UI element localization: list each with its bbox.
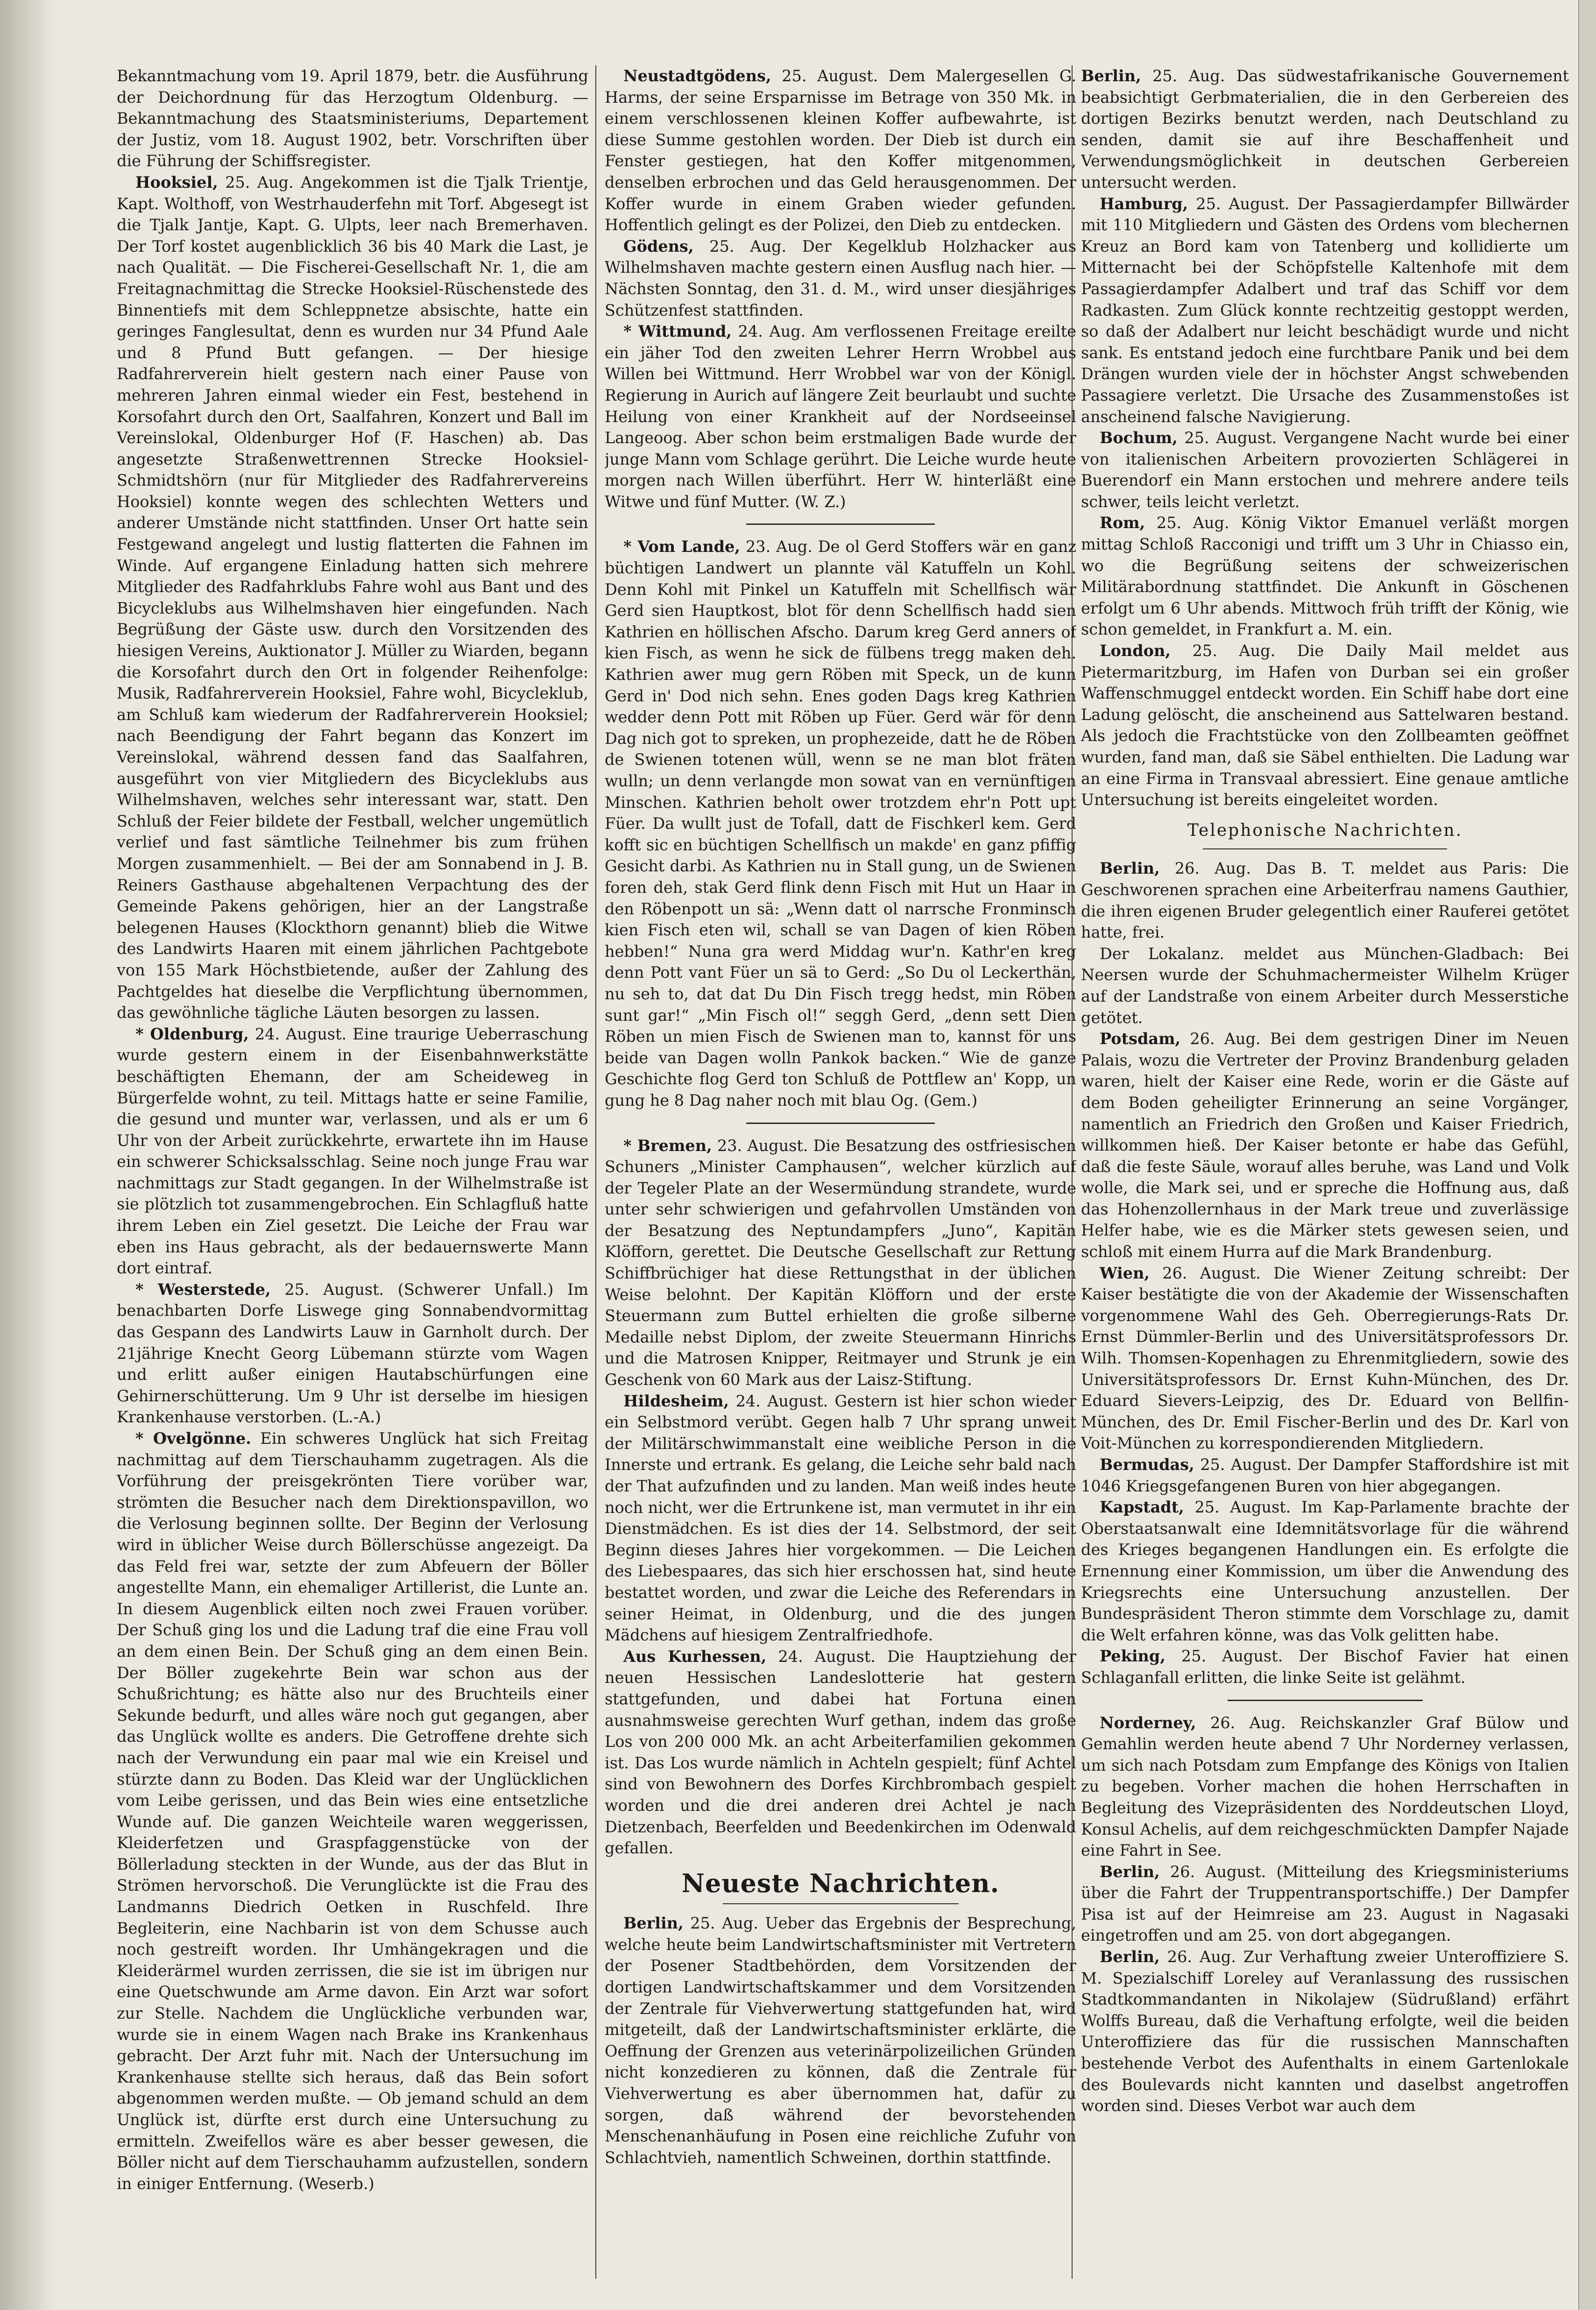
article-paragraph (117, 1428, 588, 2194)
article-text: 26. Aug. Das B. T. meldet aus Paris: Die Geschworenen sprachen eine Arbeiterfrau namens Gauthier, die ihren eigenen Bruder gelegentlich einer Rauferei getötet hatte, frei. (1081, 859, 1569, 942)
article-paragraph (1081, 193, 1569, 428)
dateline-place: * Oldenburg, (135, 1024, 249, 1043)
dateline-place: Norderney, (1100, 1713, 1196, 1732)
dateline-place: Berlin, (1100, 1862, 1160, 1881)
article-text: 25. Aug. Der Kegelklub Holzhacker aus Wilhelmshaven machte gestern einen Ausflug nach hier. — Nächsten Sonntag, den 31. d. M., wird unser diesjähriges Schützenfest stattfinden. (605, 237, 1076, 319)
article-paragraph (117, 172, 588, 1024)
article-paragraph (605, 1135, 1076, 1391)
article-paragraph (1081, 1497, 1569, 1646)
dateline-place: Berlin, (1100, 1948, 1160, 1966)
article-paragraph (1081, 1454, 1569, 1497)
article-text: 26. Aug. Reichskanzler Graf Bülow und Gemahlin werden heute abend 7 Uhr Norderney verlassen, um sich nach Potsdam zum Empfange des Königs von Italien zu begeben. Vorher machen die hohen Herrschaften in Begleitung des Vizepräsidenten des Norddeutschen Lloyd, Konsul Achelis, auf dem reichgeschmückten Dampfer Najade eine Fahrt in See. (1081, 1713, 1569, 1860)
article-text: 24. Aug. Am verflossenen Freitage ereilte ein jäher Tod den zweiten Lehrer Herrn Wrobbel aus Willen bei Wittmund. Herr Wrobbel war von der Königl. Regierung in Aurich auf längere Zeit beurlaubt und suchte Heilung von einer Krankheit auf der Nordseeinsel Langeoog. Aber schon beim erstmaligen Bade wurde der junge Mann vom Schlage gerührt. Die Leiche wurde heute morgen nach Willen überführt. Herr W. hinterläßt eine Witwe und fünf Mutter. (W. Z.) (605, 322, 1076, 511)
article-paragraph (1081, 512, 1569, 640)
article-paragraph (117, 1024, 588, 1279)
article-paragraph (605, 1391, 1076, 1646)
dateline-place: Rom, (1100, 514, 1145, 532)
article-paragraph (605, 1646, 1076, 1859)
article-text: 25. August. Vergangene Nacht wurde bei einer von italienischen Arbeitern provozierten Schlägerei in Buerendorf ein Mann erstochen und mehrere andere teils schwer, teils leicht verletzt. (1081, 429, 1569, 511)
dateline-place: * Ovelgönne. (135, 1429, 251, 1448)
article-text: 23. Aug. De ol Gerd Stoffers wär en ganz büchtigen Landwert un plannte väl Katuffeln un Kohl. Denn Kohl mit Pinkel un Katuffeln mit Schellfisch wär Gerd sien Hauptkost, blot för denn Schellfisch hadd sien Kathrien en höllischen Afscho. Darum kreg Gerd anners of kien Fisch, as wenn he sick de fülbens tregg maken deh. Kathrien awer mug gern Röben mit Speck, un de kunn Gerd in' Dod nich sehn. Enes goden Dags kreg Kathrien wedder denn Pott mit Röben up Füer. Gerd wär för denn Dag nich got to spreken, un prophezeide, datt he de Röben de Swienen totenen wüll, wenn se ne man blot fräten wulln; un denn verlangde mon sowat van en vernünftigen Minschen. Kathrien beholt ower trotzdem ehr'n Pott upt Füer. Da wullt just de Tofall, datt de Fischkerl kem. Gerd kofft sic en büchtigen Schellfisch un makde' en ganz pfiffig Gesicht darbi. As Kathrien nu in Stall gung, un de Swienen foren deh, stak Gerd flink denn Fisch mit Hut un Haar in den Röbenpott un sä: „Wenn datt ol narrsche Fronminsch kien Fisch eten wil, schall se van Dagen of kien Röben hebben!“ Nuna gra werd Middag wur'n. Kathr'en kreg denn Pott vant Füer un sä to Gerd: „So Du ol Leckerthän, nu seh to, dat dat Du Din Fisch tregg hedst, min Röben sunt gar!“ „Min Fisch ol!“ seggh Gerd, „denn sett Dien Röben un mien Fisch de Swienen man to, kannst för uns beide van Dagen wolln Pankok backen.“ Wie de ganze Geschichte flog Gerd ton Schluß de Pottflew an' Kopp, un gung he 8 Dag naher noch mit blau Og. (Gem.) (605, 537, 1076, 1109)
dateline-place: Neustadtgödens, (623, 67, 771, 85)
binding-shadow (0, 0, 56, 2310)
article-paragraph (605, 1913, 1076, 2168)
article-text: 25. Aug. Die Daily Mail meldet aus Pietermaritzburg, im Hafen von Durban sei ein großer Waffenschmuggel entdeckt worden. Ein Schiff habe dort eine Ladung gelöscht, die anscheinend aus Sattelwaren bestand. Als jedoch die Frachtstücke von den Zollbeamten geöffnet wurden, fand man, daß sie Säbel enthielten. Die Ladung war an eine Firma in Transvaal abressiert. Eine genaue amtliche Untersuchung ist bereits eingeleitet worden. (1081, 642, 1569, 809)
article-paragraph (1081, 640, 1569, 811)
dateline-place: London, (1100, 642, 1171, 660)
article-text: 25. August. Der Passagierdampfer Billwärder mit 110 Mitgliedern und Gästen des Ordens vom blechernen Kreuz an Bord kam von Tatenberg und kollidierte um Mitternacht bei der Schöpfstelle Kaltenhofe mit dem Passagierdampfer Adalbert und traf das Schiff vor dem Radkasten. Zum Glück konnte rechtzeitig gestoppt werden, so daß der Adalbert nur leicht beschädigt wurde und nicht sank. Es entstand jedoch eine furchtbare Panik und bei dem Drängen wurden viele der in höchster Angst schwebenden Passagiere verletzt. Die Ursache des Zusammenstoßes ist anscheinend falsche Navigierung. (1081, 194, 1569, 426)
dateline-place: Bochum, (1100, 429, 1178, 447)
article-paragraph (605, 65, 1076, 236)
article-paragraph (605, 321, 1076, 512)
article-text: 26. Aug. Bei dem gestrigen Diner im Neuen Palais, wozu die Vertreter der Provinz Brandenburg geladen waren, hielt der Kaiser eine Rede, worin er die Gäste auf dem Boden geheiligter Erinnerung an seine Vorgänger, namentlich an Friedrich den Großen und Kaiser Friedrich, willkommen hieß. Der Kaiser betonte er habe das Gefühl, daß die feste Säule, worauf alles beruhe, was Land und Volk wolle, die Mark sei, und er spreche die Hoffnung aus, daß das Hohenzollernhaus in der Mark treue und zuverlässige Helfer habe, wie es die Märker stets gewesen seien, und schloß mit einem Hurra auf die Mark Brandenburg. (1081, 1030, 1569, 1261)
section-separator (746, 1123, 935, 1124)
dateline-place: * Vom Lande, (623, 537, 741, 556)
article-paragraph (1081, 427, 1569, 512)
column-3 (1081, 65, 1569, 2274)
dateline-place: Aus Kurhessen, (623, 1647, 767, 1666)
heading-underline (723, 1903, 959, 1904)
article-text: 24. August. Gestern ist hier schon wieder ein Selbstmord verübt. Gegen halb 7 Uhr sprang unweit der Militärschwimmanstalt eine weibliche Person in die Innerste und ertrank. Es gelang, die Leiche sehr bald nach der That aufzufinden und zu landen. Man weiß indes heute noch nicht, wer die Ertrunkene ist, man vermutet in ihr ein Dienstmädchen. Es ist dies der 14. Selbstmord, der seit Beginn dieses Jahres hier vorgekommen. — Die Leichen des Liebespaares, das sich hier erschossen hat, sind heute bestattet worden, und zwar die Leiche des Referendars in seiner Heimat, in Oldenburg, und die des jungen Mädchens auf hiesigem Zentralfriedhofe. (605, 1392, 1076, 1645)
heading-underline (1203, 848, 1447, 849)
article-text: 25. August. (Schwerer Unfall.) Im benachbarten Dorfe Liswege ging Sonnabendvormittag das Gespann des Landwirts Lauw in Garnholt durch. Der 21jährige Knecht Georg Lübemann stürzte vom Wagen und erlitt außer einigen Hautabschürfungen eine Gehirnerschütterung. Um 9 Uhr ist derselbe im hiesigen Krankenhause verstorben. (L.-A.) (117, 1280, 588, 1427)
article-paragraph (1081, 858, 1569, 943)
article-text: 26. August. (Mitteilung des Kriegsministeriums über die Fahrt der Truppentransportschiffe.) Der Dampfer Pisa ist auf der Heimreise am 23. August in Nagasaki eingetroffen und am 25. von dort abgegangen. (1081, 1862, 1569, 1945)
article-text: 25. August. Dem Malergesellen G. Harms, der seine Ersparnisse im Betrage von 350 Mk. in einem verschlossenen kleinen Koffer aufbewahrte, ist diese Summe gestohlen worden. Der Dieb ist durch ein Fenster gestiegen, hat den Koffer mitgenommen, denselben erbrochen und das Geld herausgenommen. Der Koffer wurde in einem Graben wieder gefunden. Hoffentlich gelingt es der Polizei, den Dieb zu entdecken. (605, 67, 1076, 234)
article-text: 25. Aug. Ueber das Ergebnis der Besprechung, welche heute beim Landwirtschaftsminister mit Vertretern der Posener Stadtbehörden, dem Vorsitzenden der dortigen Landwirtschaftskammer und dem Vorsitzenden der Zentrale für Viehverwertung stattgefunden hat, wird mitgeteilt, daß der Landwirtschaftsminister erklärte, die Oeffnung der Grenzen aus veterinärpolizeilichen Gründen nicht konzedieren zu können, daß die Zentrale für Viehverwertung es aber übernommen hat, dafür zu sorgen, daß während der bevorstehenden Menschenanhäufung in Posen eine reichliche Zufuhr von Schlachtvieh, namentlich Schweinen, dorthin stattfinde. (605, 1914, 1076, 2167)
dateline-place: Wien, (1100, 1264, 1150, 1282)
column-rule (595, 65, 596, 2279)
article-paragraph (117, 1279, 588, 1428)
section-separator (746, 523, 935, 525)
dateline-place: Kapstadt, (1100, 1498, 1184, 1517)
article-paragraph (1081, 1712, 1569, 1861)
article-text: 24. August. Eine traurige Ueberraschung wurde gestern einem in der Eisenbahnwerkstätte beschäftigten Ehemann, der am Scheideweg in Bürgerfelde wohnt, zu teil. Mittags hatte er seine Familie, die gesund und munter war, verlassen, und als er um 6 Uhr von der Arbeit zurückkehrte, erwartete ihn im Hause ein schwerer Schicksalsschlag. Seine noch junge Frau war nachmittags zur Stadt gegangen. In der Wilhelmstraße ist sie plötzlich tot zusammengebrochen. Ein Schlagfluß hatte ihrem Leben ein Ziel gesetzt. Die Leiche der Frau war eben ins Haus gebracht, als der bedauernswerte Mann dort eintraf. (117, 1024, 588, 1278)
column-1 (117, 65, 588, 2274)
dateline-place: Hooksiel, (135, 173, 218, 191)
article-paragraph (605, 236, 1076, 321)
article-text: Ein schweres Unglück hat sich Freitag nachmittag auf dem Tierschauhamm zugetragen. Als die Vorführung der preisgekrönten Tiere vorüber war, strömten die Besucher nach dem Direktionspavillon, wo die Verlosung beginnen sollte. Der Beginn der Verlosung wird in üblicher Weise durch Böllerschüsse angezeigt. Da das Feld frei war, setzte der zum Abfeuern der Böller angestellte Mann, ein ehemaliger Artillerist, die Lunte an. In diesem Augenblick eilten noch zwei Frauen vorüber. Der Schuß ging los und die Ladung traf die eine Frau voll an dem einen Bein. Der Schuß ging an dem einen Bein. Der Böller zugekehrte Bein war schon aus der Schußrichtung; es hätte also nur des Bruchteils einer Sekunde bedurft, und alles wäre noch gut gegangen, aber das Unglück wollte es anders. Die Getroffene drehte sich nach der Verwundung ein paar mal wie ein Kreisel und stürzte dann zu Boden. Das Kleid war der Unglücklichen vom Leibe gerissen, und das Bein wies eine entsetzliche Wunde auf. Die ganzen Weichteile waren weggerissen, Kleiderfetzen und Graspfaggenstücke von der Böllerladung steckten in der Wunde, aus der das Blut in Strömen hervorschoß. Die Verunglückte ist die Frau des Landmanns Diedrich Oetken in Ruschfeld. Ihre Begleiterin, eine Nachbarin ist von dem Schusse auch noch gestreift worden. Ihr Umhängekragen und die Kleiderärmel wurden zerrissen, die sie ist im übrigen nur eine Quetschwunde am Arme davon. Ein Arzt war sofort zur Stelle. Nachdem die Unglückliche verbunden war, wurde sie in einem Wagen nach Brake ins Krankenhaus gebracht. Der Arzt fuhr mit. Nach der Untersuchung im Krankenhause stellte sich heraus, daß das Bein sofort abgenommen werden mußte. — Ob jemand schuld an dem Unglück ist, dürfte erst durch eine Untersuchung zu ermitteln. Zweifellos wäre es aber besser gewesen, die Böller nicht auf dem Tierschauhamm aufzustellen, sondern in einiger Entfernung. (Weserb.) (117, 1429, 588, 2193)
dateline-place: Berlin, (1081, 67, 1141, 85)
article-text: 25. Aug. König Viktor Emanuel verläßt morgen mittag Schloß Racconigi und trifft um 3 Uhr in Chiasso ein, wo die Begrüßung seitens der schweizerischen Militärabordnung stattfindet. Die Ankunft in Göschenen erfolgt um 6 Uhr abends. Mittwoch früh trifft der König, wie schon gemeldet, in Frankfurt a. M. ein. (1081, 514, 1569, 639)
article-text: 24. August. Die Hauptziehung der neuen Hessischen Landeslotterie hat gestern stattgefunden, und dabei hat Fortuna einen ausnahmsweise gerechten Wurf gethan, indem das große Los von 200 000 Mk. an acht Arbeiterfamilien gekommen ist. Das Los wurde nämlich in Achteln gespielt; fünf Achtel sind von Bewohnern des Dorfes Kirchbrombach gespielt worden und die drei anderen drei Achtel je nach Dietzenbach, Beerfelden und Beedenkirchen im Odenwald gefallen. (605, 1647, 1076, 1858)
article-text: 25. Aug. Angekommen ist die Tjalk Trientje, Kapt. Wolthoff, von Westrhauderfehn mit Torf. Abgesegt ist die Tjalk Jantje, Kapt. G. Ulpts, leer nach Bremerhaven. Der Torf kostet augenblicklich 36 bis 40 Mark die Last, je nach Qualität. — Die Fischerei-Gesellschaft Nr. 1, die am Freitagnachmittag die Strecke Hooksiel-Rüschenstede des Binnentiefs mit dem Schleppnetze absischte, hatte ein geringes Fanglesultat, denn es wurden nur 34 Pfund Aale und 8 Pfund Butt gefangen. — Der hiesige Radfahrerverein hielt gestern nach einer Pause von mehreren Jahren einmal wieder ein Fest, bestehend in Korsofahrt durch den Ort, Saalfahren, Konzert und Ball im Vereinslokal, Oldenburger Hof (F. Haschen) ab. Das angesetzte Straßenwettrennen Strecke Hooksiel-Schmidtshörn (nur für Mitglieder des Radfahrervereins Hooksiel) konnte wegen des schlechten Wetters und anderer Umstände nicht stattfinden. Unser Ort hatte sein Festgewand angelegt und lustig flatterten die Fahnen im Winde. Auf ergangene Einladung hatten sich mehrere Mitglieder des Radfahrklubs Fahre wohl aus Bant und des Bicycleklubs aus Wilhelmshaven hier eingefunden. Nach Begrüßung der Gäste usw. durch den Vorsitzenden des hiesigen Vereins, Auktionator J. Müller zu Wiarden, begann die Korsofahrt durch den Ort in folgender Reihenfolge: Musik, Radfahrerverein Hooksiel, Fahre wohl, Bicycleklub, am Schluß kam wiederum der Radfahrerverein Hooksiel; nach Beendigung der Fahrt begann das Konzert im Vereinslokal, während dessen fand das Saalfahren, ausgeführt von vier Mitgliedern des Bicycleklubs aus Wilhelmshaven, welches sehr interessant war, statt. Den Schluß der Feier bildete der Festball, welcher ungemütlich verlief und fast sämtliche Teilnehmer bis zum frühen Morgen zusammenhielt. — Bei der am Sonnabend in J. B. Reiners Gasthause abgehaltenen Verpachtung des der Gemeinde Pakens gehörigen, hier an der Langstraße belegenen Hauses (Klockthorn genannt) blieb die Witwe des Landwirts Haaren mit einem jährlichen Pachtgebote von 155 Mark Höchstbietende, außer der Zahlung des Pachtgeldes hat dieselbe die Verpflichtung übernommen, das gewöhnliche tägliche Läuten besorgen zu lassen. (117, 173, 588, 1022)
article-paragraph (1081, 943, 1569, 1028)
article-paragraph (1081, 1861, 1569, 1946)
article-paragraph (1081, 1028, 1569, 1263)
dateline-place: Gödens, (623, 237, 694, 255)
article-text: 26. August. Die Wiener Zeitung schreibt: Der Kaiser bestätigte die von der Akademie der Wissenschaften vorgenommene Wahl des Geh. Oberregierungs-Rats Dr. Ernst Dümmler-Berlin und des Universitätsprofessors Dr. Wilh. Thomsen-Kopenhagen zu Ehrenmitgliedern, sowie des Universitätsprofessors Dr. Ernst Kuhn-München, des Dr. Eduard Sievers-Leipzig, des Dr. Eduard von Bellfin-München, des Dr. Emil Fischer-Berlin und des Dr. Karl von Voit-München zu korrespondierenden Mitgliedern. (1081, 1264, 1569, 1453)
article-paragraph (117, 65, 588, 172)
article-text: 25. August. Der Bischof Favier hat einen Schlaganfall erlitten, die linke Seite ist gelähmt. (1081, 1647, 1569, 1687)
next-page-edge (1578, 0, 1596, 2310)
dateline-place: Berlin, (1100, 859, 1160, 878)
dateline-place: Hamburg, (1100, 194, 1188, 213)
article-paragraph (605, 536, 1076, 1111)
article-paragraph (1081, 1646, 1569, 1688)
article-text: 26. Aug. Zur Verhaftung zweier Unteroffiziere S. M. Spezialschiff Loreley auf Veranlassung des russischen Stadtkommandanten in Nikolajew (Südrußland) erfährt Wolffs Bureau, daß die Verhaftung erfolgte, weil die beiden Unteroffiziere das für die russischen Mannschaften bestehende Verbot des Aufenthalts in einem Gartenlokale des Boulevards nicht kannten und daselbst angetroffen worden sind. Dieses Verbot war auch dem (1081, 1948, 1569, 2115)
dateline-place: Potsdam, (1100, 1030, 1181, 1048)
article-text: 25. August. Der Dampfer Staffordshire ist mit 1046 Kriegsgefangenen Buren von hier abgegangen. (1081, 1455, 1569, 1495)
column-2 (605, 65, 1076, 2274)
article-text: 25. Aug. Das südwestafrikanische Gouvernement beabsichtigt Gerbmaterialien, die in den Gerbereien des dortigen Bezirks benutzt werden, nach Deutschland zu senden, damit sie auf ihre Beschaffenheit und Verwendungsmöglichkeit in deutschen Gerbereien untersucht werden. (1081, 67, 1569, 191)
dateline-place: Hildesheim, (623, 1392, 729, 1410)
article-text: Der Lokalanz. meldet aus München-Gladbach: Bei Neersen wurde der Schuhmachermeister Wilhelm Krüger auf der Landstraße von einem Arbeiter durch Messerstiche getötet. (1081, 944, 1569, 1027)
section-separator (1228, 1700, 1423, 1701)
dateline-place: Peking, (1100, 1647, 1165, 1666)
dateline-place: * Westerstede, (135, 1280, 271, 1299)
section-heading: Telephonische Nachrichten. (1187, 820, 1463, 840)
article-text: 23. August. Die Besatzung des ostfriesischen Schuners „Minister Camphausen“, welcher kürzlich auf der Tegeler Plate an der Wesermündung strandete, wurde unter sehr schwierigen und gefahrvollen Umständen von der Besatzung des Neptundampfers „Juno“, Kapitän Klöfforn, gerettet. Die Deutsche Gesellschaft zur Rettung Schiffbrüchiger hat diese Rettungsthat in der üblichen Weise belohnt. Der Kapitän Klöfforn und der erste Steuermann zum Buttel erhielten die große silberne Medaille nebst Diplom, der zweite Steuermann Hinrichs und die Matrosen Knipper, Reitmayer und Strunk je ein Geschenk von 60 Mark aus der Laisz-Stiftung. (605, 1136, 1076, 1389)
dateline-place: * Wittmund, (623, 322, 732, 341)
article-text: Bekanntmachung vom 19. April 1879, betr. die Ausführung der Deichordnung für das Herzogtum Oldenburg. — Bekanntmachung des Staatsministeriums, Departement der Justiz, vom 18. August 1902, betr. Vorschriften über die Führung der Schiffsregister. (117, 67, 588, 170)
article-paragraph (1081, 1946, 1569, 2117)
dateline-place: Berlin, (623, 1914, 684, 1933)
dateline-place: Bermudas, (1100, 1455, 1194, 1474)
article-text: 25. August. Im Kap-Parlamente brachte der Oberstaatsanwalt eine Idemnitätsvorlage für die während des Krieges begangenen Handlungen ein. Es erfolgte die Ernennung einer Kommission, um über die Anwendung des Kriegsrechts eine Untersuchung anzustellen. Der Bundespräsident Theron stimmte dem Vorschlage zu, damit die Welt erfahren könne, was das Volk gelitten habe. (1081, 1498, 1569, 1644)
article-paragraph (1081, 1263, 1569, 1454)
dateline-place: * Bremen, (623, 1136, 712, 1155)
section-heading: Neueste Nachrichten. (681, 1868, 1000, 1898)
article-paragraph (1081, 65, 1569, 193)
